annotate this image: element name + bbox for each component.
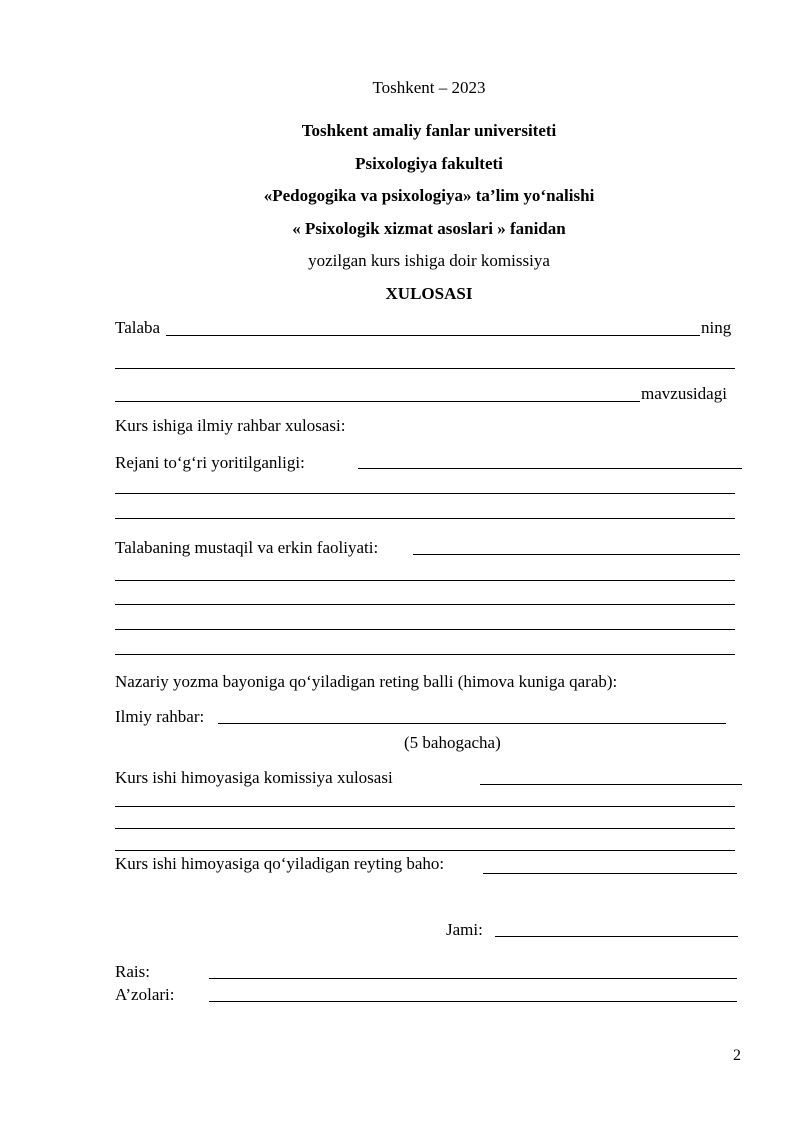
plan-coverage-line-2[interactable]	[115, 493, 735, 494]
document-subtitle: yozilgan kurs ishiga doir komissiya	[308, 251, 550, 270]
direction-name: «Pedogogika va psixologiya» ta’lim yo‘nalishi	[263, 186, 595, 205]
independent-activity-line-4[interactable]	[115, 629, 735, 630]
members-label: A’zolari:	[115, 985, 175, 1004]
talaba-label: Talaba	[115, 318, 161, 337]
city-year: Toshkent – 2023	[372, 78, 486, 97]
chair-label: Rais:	[115, 962, 150, 981]
university-name: Toshkent amaliy fanlar universiteti	[301, 121, 557, 140]
plan-coverage-line-3[interactable]	[115, 518, 735, 519]
grade-note: (5 bahogacha)	[404, 733, 501, 752]
commission-conclusion-label: Kurs ishi himoyasiga komissiya xulosasi	[115, 768, 393, 787]
topic-line-2[interactable]	[115, 401, 640, 402]
commission-conclusion-line-3[interactable]	[115, 828, 735, 829]
commission-conclusion-line-4[interactable]	[115, 850, 735, 851]
topic-line[interactable]	[115, 368, 735, 369]
total-label: Jami:	[446, 920, 483, 939]
chair-line[interactable]	[209, 978, 737, 979]
independent-activity-line-2[interactable]	[115, 580, 735, 581]
supervisor-conclusion-label: Kurs ishiga ilmiy rahbar xulosasi:	[115, 416, 346, 435]
members-line[interactable]	[209, 1001, 737, 1002]
total-line[interactable]	[495, 936, 738, 937]
student-name-line[interactable]	[166, 335, 700, 336]
independent-activity-line[interactable]	[413, 554, 740, 555]
page-number: 2	[733, 1047, 741, 1064]
ning-label: ning	[701, 318, 732, 337]
written-rating-label: Nazariy yozma bayoniga qo‘yiladigan reting balli (himova kuniga qarab):	[115, 672, 618, 691]
subject-name: « Psixologik xizmat asoslari » fanidan	[292, 219, 566, 238]
faculty-name: Psixologiya fakulteti	[355, 154, 503, 173]
plan-coverage-line[interactable]	[358, 468, 742, 469]
plan-coverage-label: Rejani to‘g‘ri yoritilganligi:	[115, 453, 305, 472]
supervisor-label: Ilmiy rahbar:	[115, 707, 205, 726]
commission-conclusion-line-2[interactable]	[115, 806, 735, 807]
mavzusidagi-label: mavzusidagi	[641, 384, 727, 403]
independent-activity-line-5[interactable]	[115, 654, 735, 655]
document-title: XULOSASI	[385, 284, 473, 303]
independent-activity-line-3[interactable]	[115, 604, 735, 605]
defense-rating-label: Kurs ishi himoyasiga qo‘yiladigan reyting baho:	[115, 854, 445, 873]
independent-activity-label: Talabaning mustaqil va erkin faoliyati:	[115, 538, 379, 557]
supervisor-line[interactable]	[218, 723, 726, 724]
commission-conclusion-line[interactable]	[480, 784, 742, 785]
defense-rating-line[interactable]	[483, 873, 737, 874]
